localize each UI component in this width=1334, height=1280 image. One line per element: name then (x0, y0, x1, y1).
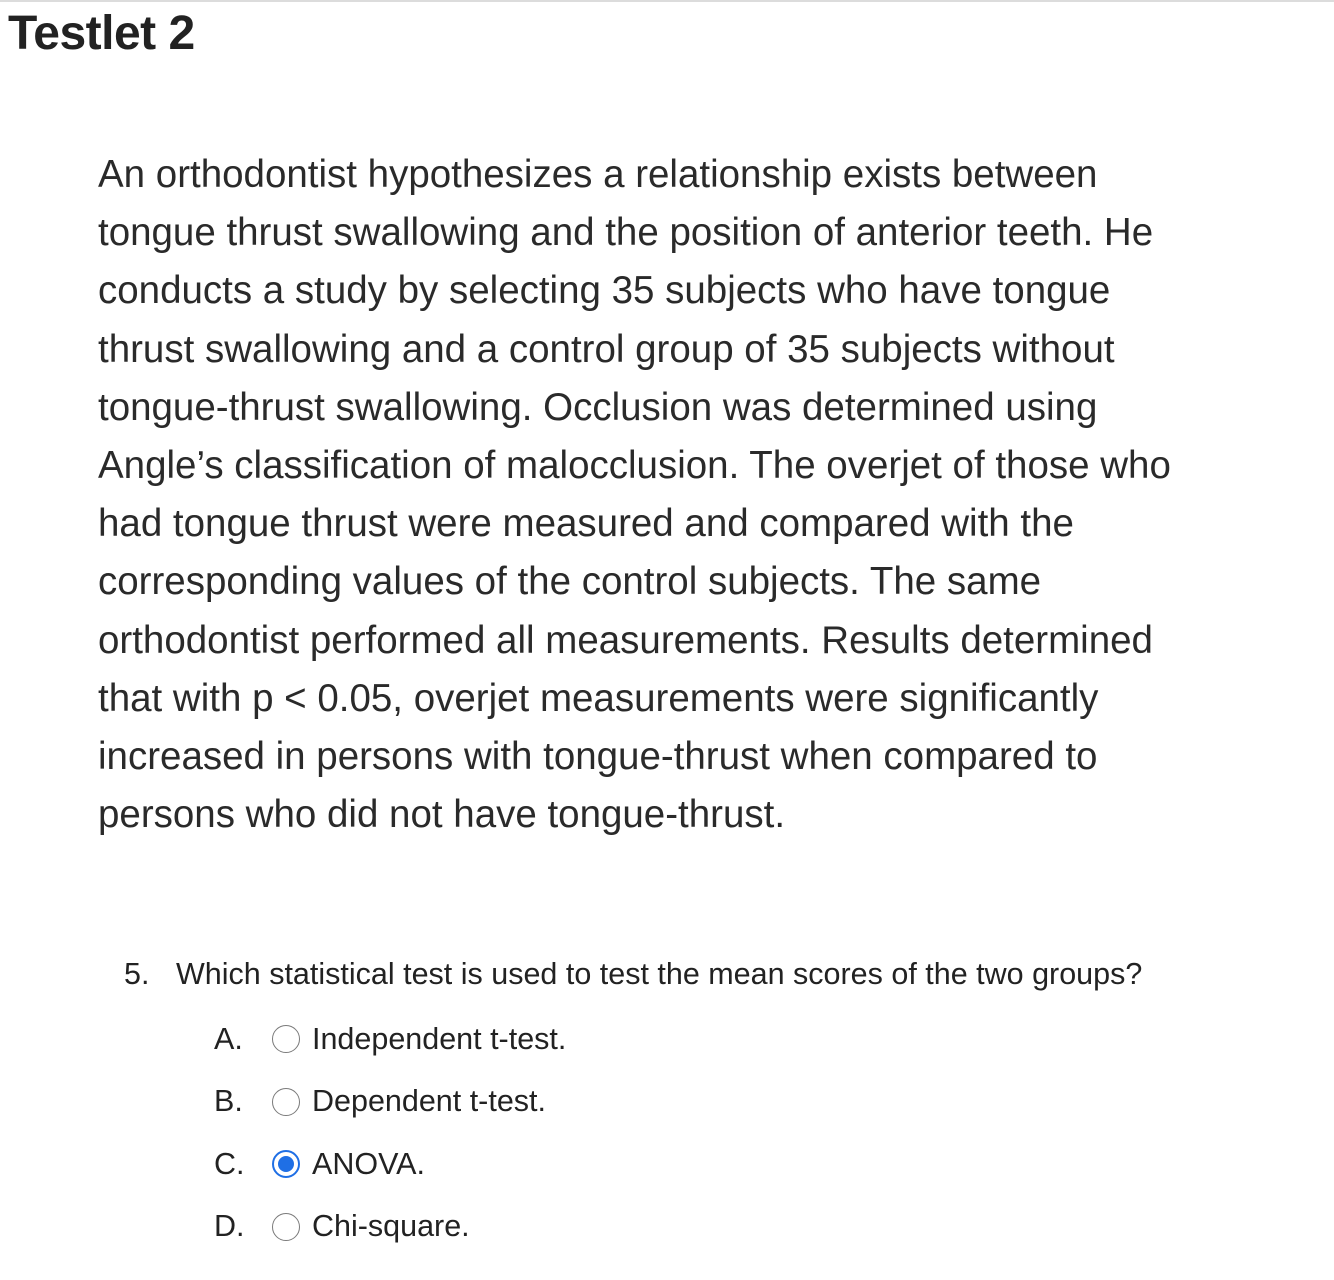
option-label[interactable]: ANOVA. (312, 1146, 425, 1181)
question-text: Which statistical test is used to test the mean scores of the two groups? (176, 957, 1143, 991)
option-letter: A. (214, 1021, 243, 1056)
question-5 (124, 952, 1324, 996)
option-b[interactable] (214, 1071, 566, 1134)
top-divider (0, 0, 1334, 2)
option-a[interactable] (214, 1008, 566, 1071)
option-letter: D. (214, 1209, 245, 1244)
radio-button-icon[interactable] (272, 1025, 300, 1053)
option-letter: B. (214, 1084, 243, 1119)
option-label[interactable]: Independent t-test. (312, 1021, 567, 1056)
page-title: Testlet 2 (8, 7, 195, 60)
answer-options (214, 1008, 566, 1258)
radio-button-icon[interactable] (272, 1213, 300, 1241)
option-c[interactable] (214, 1133, 566, 1196)
option-d[interactable] (214, 1196, 566, 1259)
option-label[interactable]: Dependent t-test. (312, 1084, 546, 1119)
option-label[interactable]: Chi-square. (312, 1209, 470, 1244)
option-letter: C. (214, 1146, 245, 1181)
radio-button-selected-icon[interactable] (272, 1150, 300, 1178)
question-number: 5. (124, 957, 150, 991)
radio-button-icon[interactable] (272, 1088, 300, 1116)
testlet-passage: An orthodontist hypothesizes a relationship exists between tongue thrust swallowing and the position of anterior teeth. He conducts a study by selecting 35 subjects who have tongue thrust swallowing and a control group of 35 subjects without tongue-thrust swallowing. Occlusion was determined using Angle’s classification of malocclusion. The overjet of those who had tongue thrust were measured and compared with the corresponding values of the control subjects. The same orthodontist performed all measurements. Results determined that with p < 0.05, overjet measurements were significantly increased in persons with tongue-thrust when compared to persons who did not have tongue-thrust. (98, 153, 1171, 837)
